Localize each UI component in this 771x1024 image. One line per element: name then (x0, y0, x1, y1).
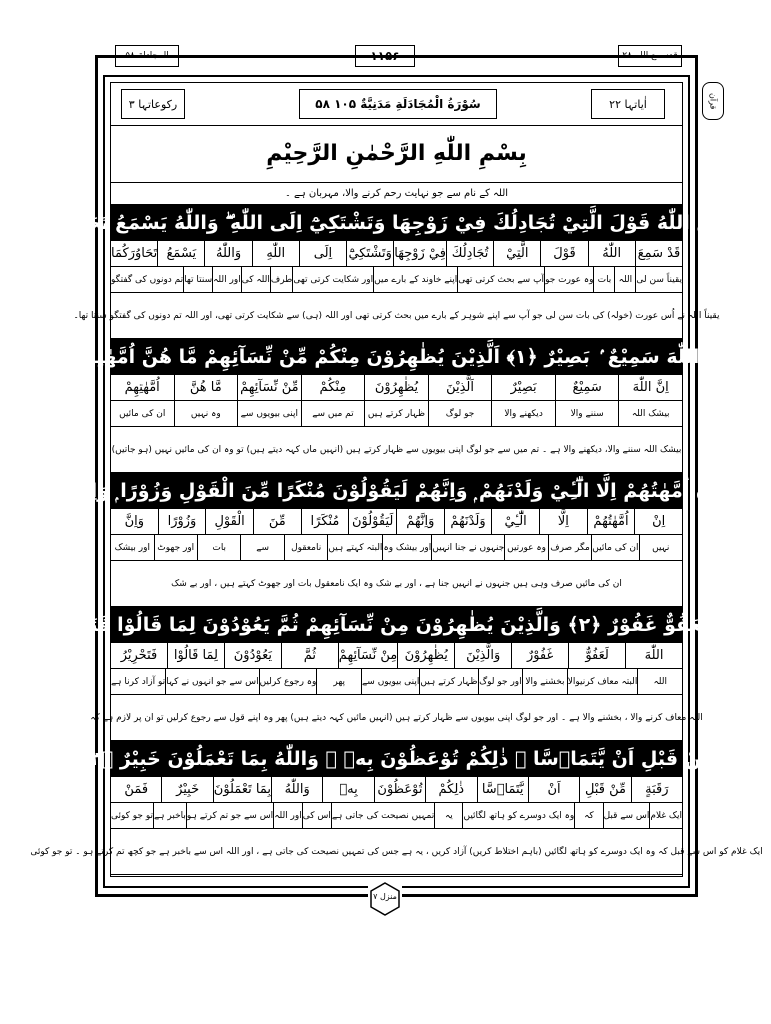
meaning-cell: نامعقول (284, 535, 327, 560)
meaning-cell: تو آزاد کرنا ہے (111, 676, 166, 687)
verse-translation: اللہ معاف کرنے والا ، بخشنے والا ہے ۔ اور جو لوگ اپنی بیویوں سے ظہار کرتے ہیں (انہیں مائیں کہہ دیتے ہیں) پھر وہ اپنے قول سے رجوع کرلیں تو ان پر لازم ہے کہ (111, 695, 682, 741)
word-cell: تَحَاوُرَكُمَا (111, 246, 158, 261)
bismillah-arabic: بِسْمِ اللّٰهِ الرَّحْمٰنِ الرَّحِيْمِ (266, 141, 527, 166)
word-cell: اللّٰهَ (625, 643, 682, 668)
word-cell: تُجَادِلُكَ (446, 241, 493, 266)
meaning-cell: تمہیں نصیحت کی جاتی ہے (331, 803, 434, 828)
word-cell: وَلَدْنَهُمْ (444, 509, 492, 534)
meaning-row (111, 401, 682, 427)
word-cell: لِمَا قَالُوْا (167, 643, 224, 668)
word-cell: قَدْ سَمِعَ (635, 241, 682, 266)
word-cell: اَلَّذِيْنَ (428, 375, 492, 400)
meaning-cell: اللہ (637, 669, 682, 694)
surah-title-bar (111, 83, 682, 126)
meaning-row (111, 535, 682, 561)
meaning-cell: اور اللہ (212, 267, 241, 292)
word-cell: بَصِيْرٌ (491, 375, 555, 400)
word-cell: مِّنْ قَبْلِ (579, 777, 630, 802)
word-cell: الْقَوْلِ (205, 509, 253, 534)
meaning-cell: وہ عورت جو (544, 267, 593, 292)
word-cell: مِّنَ (253, 509, 301, 534)
word-cell: مِنْكُمْ (301, 375, 365, 400)
meaning-cell: اس سے قبل (603, 803, 650, 828)
meaning-cell: اور شکایت کرتی تھی (292, 267, 373, 292)
meaning-cell: جنہوں نے جنا انہیں (431, 535, 504, 560)
meaning-cell: آپ سے بحث کرتی تھی (457, 267, 544, 292)
surah-name: ۵۸ سُوْرَةُ الْمُجَادَلَةِ مَدَنِيَّةٌ ۱۰۵ (299, 89, 497, 119)
word-cell: ذٰلِكُمْ (425, 777, 476, 802)
header-left-tab: المجادلۃ ۵۸ (115, 45, 179, 67)
word-cell: الَّتِيْ (493, 241, 540, 266)
word-cell: اِنَّ اللّٰهَ (618, 375, 682, 400)
meaning-cell: تو جو کوئی (110, 810, 154, 821)
word-cell: ثُمَّ (281, 643, 338, 668)
word-row (111, 643, 682, 669)
word-cell: اِنْ (634, 509, 682, 534)
meaning-cell: سے (240, 535, 283, 560)
meaning-cell: اور بیشک (114, 542, 150, 553)
word-cell: يَسْمَعُ (157, 241, 204, 266)
meaning-cell: اپنی بیویوں سے (361, 669, 419, 694)
word-cell: يَّتَمَاۗسَّا (477, 777, 528, 802)
bismillah-row (111, 125, 682, 183)
word-cell: اُمَّهٰتُهُمْ (587, 509, 635, 534)
meaning-cell: بات (593, 267, 614, 292)
meaning-cell: سننے والا (555, 401, 619, 426)
meaning-cell: اپنی بیویوں سے (237, 401, 301, 426)
verse-translation: بیشک اللہ سننے والا، دیکھنے والا ہے ۔ تم میں سے جو لوگ اپنی بیویوں سے ظہار کرتے ہیں (انہیں ماں کہہ دیتے ہیں) تو وہ ان کی مائیں نہیں (ہو جاتیں) (111, 427, 682, 473)
meaning-row (111, 267, 682, 293)
word-cell: اِلَّا (539, 509, 587, 534)
meaning-cell: ظہار کرتے ہیں (364, 401, 428, 426)
meaning-cell: اللہ (614, 267, 635, 292)
verse-translation: ان کی مائیں صرف وہی ہیں جنہوں نے انہیں جنا ہے ، اور بے شک وہ ایک نامعقول بات اور جھوٹ کہتے ہیں ، اور بے شک (111, 561, 682, 607)
word-cell: بِمَا تَعْمَلُوْنَ (213, 777, 271, 802)
meaning-cell: بخشنے والا (522, 669, 567, 694)
meaning-cell: وہ رجوع کرلیں (259, 669, 317, 694)
word-cell: وَاللّٰهُ (271, 777, 322, 802)
page-number: ۱۱۵۶ (355, 45, 415, 67)
meaning-cell: ان کی مائیں (591, 535, 638, 560)
word-row (111, 241, 682, 267)
word-row (111, 509, 682, 535)
meaning-cell: تم میں سے (301, 401, 365, 426)
meaning-cell: ان کی مائیں (119, 408, 166, 419)
word-cell: خَبِيْرٌ (161, 777, 212, 802)
ayat-info: اٰیاتہا ۲۲ (591, 89, 665, 119)
meaning-cell: اور اللہ (273, 803, 302, 828)
manzil-label: منزل ۷ (373, 892, 397, 901)
meaning-cell: نہیں (639, 535, 682, 560)
verse-translation: یقیناً اللہ نے اُس عورت (خولہ) کی بات سن لی جو آپ سے اپنے شوہر کے بارے میں بحث کرتی تھی اور اللہ (ہی) سے شکایت کرتی تھی، اور اللہ تم دونوں کی گفتگو سنتا تھا۔ (111, 293, 682, 339)
meaning-cell: وہ عورتیں (504, 535, 547, 560)
word-cell: وَالَّذِيْنَ (454, 643, 511, 668)
word-cell: يُظٰهِرُوْنَ (364, 375, 428, 400)
word-cell: سَمِيْعٌ (555, 375, 619, 400)
ruku-info: رکوعاتہا ۳ (121, 89, 185, 119)
verse-line: قَدْ سَمِعَ اللّٰهُ قَوْلَ الَّتِيْ تُجَادِلُكَ فِيْ زَوْجِهَا وَتَشْتَكِيْٓ اِلَى اللّٰهِ ۖ وَاللّٰهُ يَسْمَعُ تَحَاوُرَكُمَا ۗ (111, 205, 682, 241)
word-cell: اللّٰهِ (252, 241, 299, 266)
word-cell: تُوْعَظُوْنَ (374, 777, 425, 802)
word-cell: لَيَقُوْلُوْنَ (348, 509, 396, 534)
word-cell: قَوْلَ (540, 241, 587, 266)
word-cell: مِّنْ نِّسَآئِهِمْ (237, 375, 301, 400)
meaning-cell: البتہ معاف کرنیوالا (567, 669, 638, 694)
word-cell: مِنْ نِّسَآئِهِمْ (338, 643, 397, 668)
meaning-cell: اپنے خاوند کے بارے میں (373, 267, 457, 292)
meaning-cell: سنتا تھا (183, 267, 212, 292)
word-cell: اِلَى (299, 241, 346, 266)
meaning-cell: یہ (434, 803, 462, 828)
meaning-cell: اللہ کی (241, 267, 270, 292)
meaning-cell: جو لوگ (428, 401, 492, 426)
meaning-cell: اور جھوٹ (154, 535, 197, 560)
word-row (111, 777, 682, 803)
word-cell: وَاِنَّ (124, 514, 144, 529)
meaning-cell: بات (197, 535, 240, 560)
meaning-cell: اس کی (302, 803, 331, 828)
word-cell: مَّا هُنَّ (174, 375, 238, 400)
meaning-row (111, 669, 682, 695)
word-cell: يُظٰهِرُوْنَ (397, 643, 454, 668)
word-cell: بِهٖ (322, 777, 373, 802)
word-cell: الّٰٓـِٔيْ (491, 509, 539, 534)
meaning-cell: اور بیشک وہ (382, 535, 431, 560)
word-cell: وَتَشْتَكِيْٓ (346, 241, 393, 266)
verse-line: رَقَبَةٍ مِّنْ قَبْلِ اَنْ يَّتَمَاۗسَّا ۭ ذٰلِكُمْ تُوْعَظُوْنَ بِهٖ ۭ وَاللّٰهُ بِمَا تَعْمَلُوْنَ خَبِيْرٌ ﴿۳﴾ فَمَنْ (111, 741, 682, 777)
verse-line: اِنَّ اللّٰهَ سَمِيْعٌ ۢ بَصِيْرٌ ﴿۱﴾ اَلَّذِيْنَ يُظٰهِرُوْنَ مِنْكُمْ مِّنْ نِّسَآئِهِمْ مَّا هُنَّ اُمَّهٰتِهِمْ ۭ (111, 339, 682, 375)
verse-line: اِنْ اُمَّهٰتُهُمْ اِلَّا الّٰٓـِٔيْ وَلَدْنَهُمْ ۭ وَاِنَّهُمْ لَيَقُوْلُوْنَ مُنْكَرًا مِّنَ الْقَوْلِ وَزُوْرًا ۭ وَاِنَّ (111, 473, 682, 509)
meaning-cell: ایک غلام (649, 803, 682, 828)
meaning-cell: بیشک اللہ (618, 401, 682, 426)
meaning-cell: طرف (270, 267, 292, 292)
word-cell: اُمَّهٰتِهِمْ (124, 380, 160, 395)
side-mark: قرآن (702, 82, 724, 120)
bismillah-translation: اللہ کے نام سے جو نہایت رحم کرنے والا، مہربان ہے ۔ (111, 183, 682, 205)
word-cell: غَفُوْرٌ (511, 643, 568, 668)
meaning-cell: وہ نہیں (174, 401, 238, 426)
meaning-cell: مگر صرف (548, 535, 591, 560)
meaning-cell: وہ ایک دوسرے کو ہاتھ لگائیں (462, 803, 574, 828)
word-cell: فَتَحْرِيْرُ (120, 648, 158, 663)
meaning-cell: پھر (316, 669, 361, 694)
word-row (111, 375, 682, 401)
meaning-cell: کہ (574, 803, 602, 828)
meaning-cell: باخبر ہے (153, 803, 186, 828)
meaning-cell: اس سے جو تم کرتے ہو (186, 803, 273, 828)
word-cell: وَاِنَّهُمْ (396, 509, 444, 534)
meaning-cell: اس سے جو انہوں نے کہا (165, 669, 258, 694)
meaning-cell: تم دونوں کی گفتگو (111, 274, 184, 285)
word-cell: فِيْ زَوْجِهَا (393, 241, 446, 266)
header-right-tab: قدسمع اللہ ۲۸ (618, 45, 682, 67)
meaning-row (111, 803, 682, 829)
meaning-cell: ظہار کرتے ہیں (419, 669, 477, 694)
verse-line: اللّٰهَ لَعَفُوٌّ غَفُوْرٌ ﴿۲﴾ وَالَّذِيْنَ يُظٰهِرُوْنَ مِنْ نِّسَآئِهِمْ ثُمَّ يَعُوْدُوْنَ لِمَا قَالُوْا فَتَحْرِيْرُ (111, 607, 682, 643)
word-cell: مُنْكَرًا (301, 509, 349, 534)
word-cell: اَنْ (528, 777, 579, 802)
word-cell: يَعُوْدُوْنَ (224, 643, 281, 668)
verse-translation: ایک غلام کو اس سے قبل کہ وہ ایک دوسرے کو ہاتھ لگائیں (باہم اختلاط کریں) آزاد کریں ، یہ ہے جس کی تمہیں نصیحت کی جاتی ہے ، اور اللہ اس سے باخبر ہے جو کچھ تم کرتے ہو ۔ تو جو کوئی (111, 829, 682, 875)
word-cell: وَزُوْرًا (158, 509, 206, 534)
meaning-cell: اور جو لوگ (478, 669, 523, 694)
word-cell: اللّٰهُ (588, 241, 635, 266)
word-cell: فَمَنْ (124, 782, 149, 797)
meaning-cell: البتہ کہتے ہیں (327, 535, 382, 560)
meaning-cell: یقیناً سن لی (635, 267, 682, 292)
word-cell: رَقَبَةٍ (631, 777, 682, 802)
word-cell: وَاللّٰهُ (204, 241, 251, 266)
meaning-cell: دیکھنے والا (491, 401, 555, 426)
word-cell: لَعَفُوٌّ (568, 643, 625, 668)
